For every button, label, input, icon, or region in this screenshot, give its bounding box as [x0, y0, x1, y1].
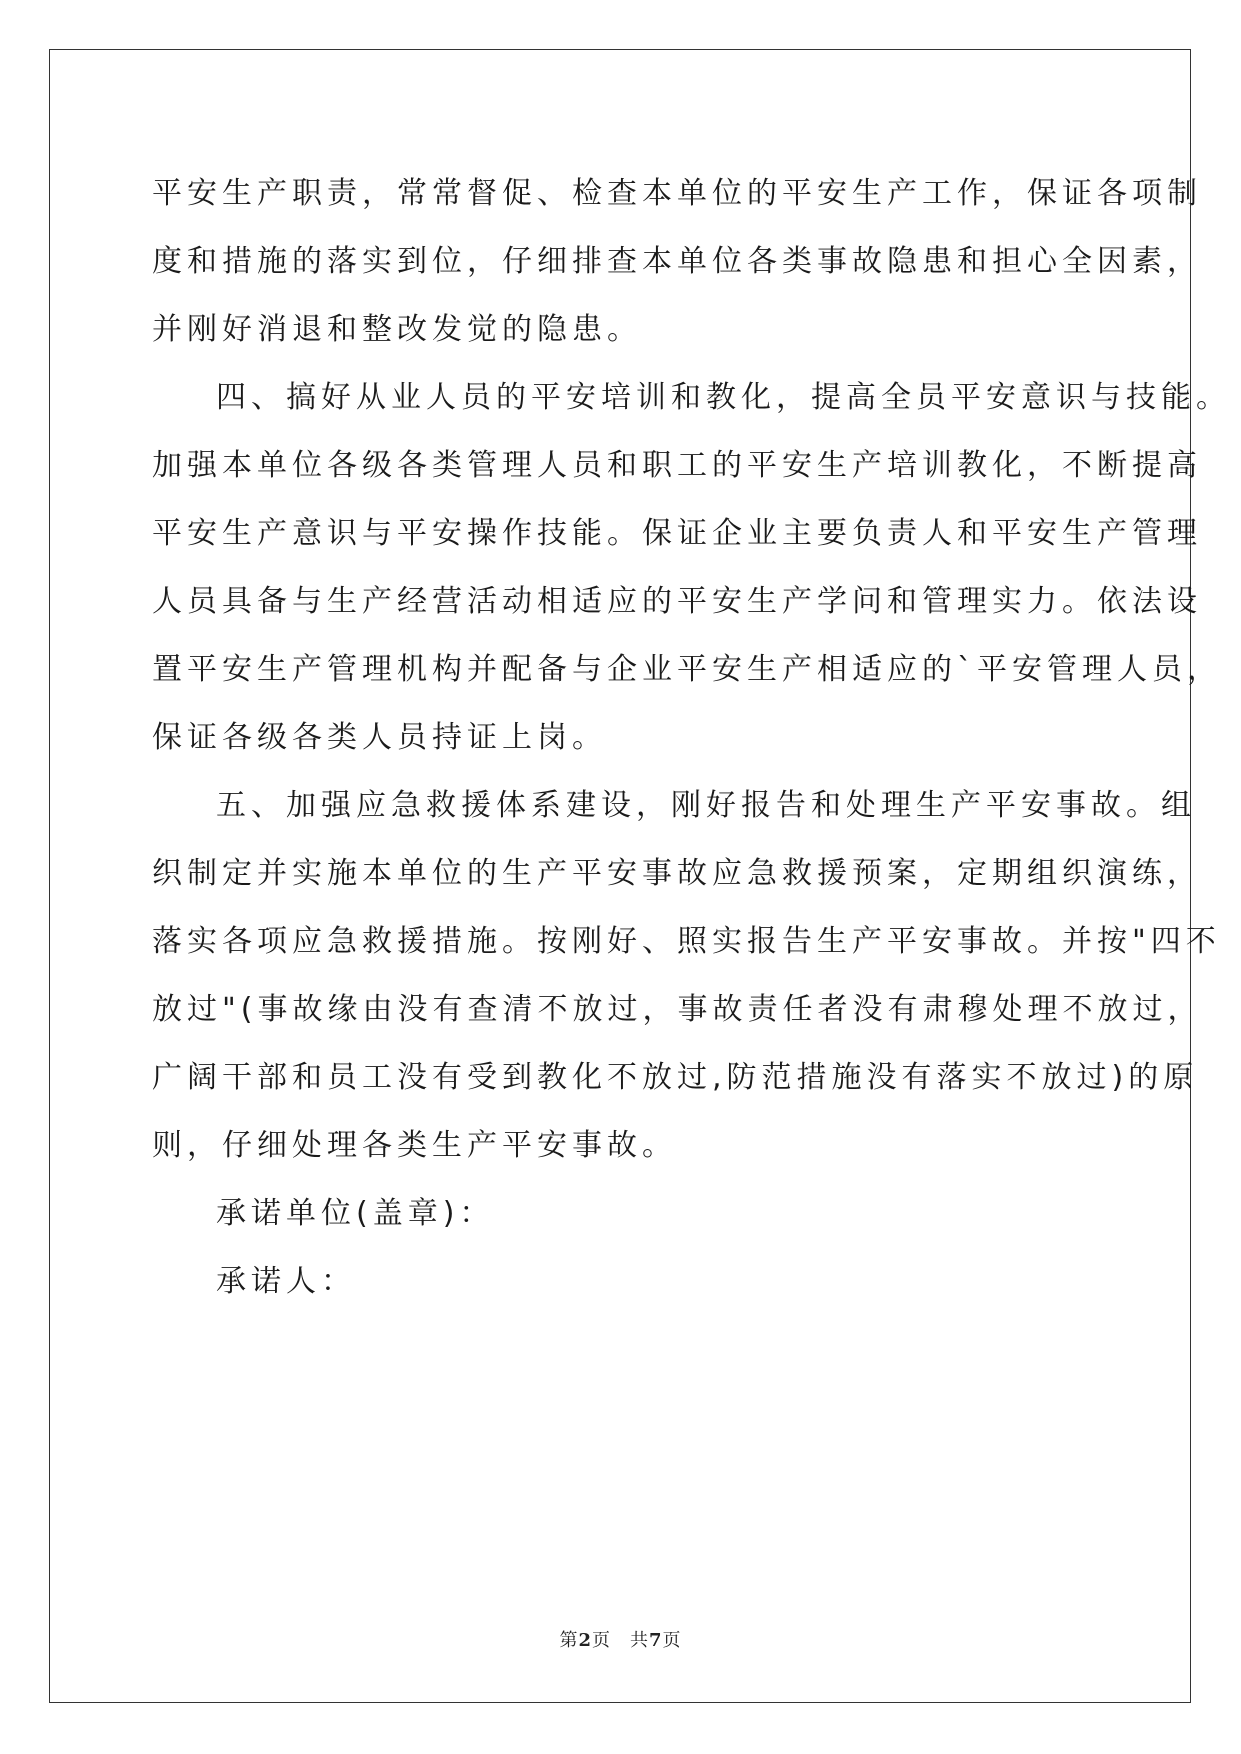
total-page-count: 7: [649, 1630, 663, 1651]
body-line: 人员具备与生产经营活动相适应的平安生产学问和管理实力。依法设: [152, 584, 1202, 619]
signature-unit-label: 承诺单位(盖章)：: [216, 1196, 495, 1231]
body-line: 放过"(事故缘由没有查清不放过，事故责任者没有肃穆处理不放过，: [152, 992, 1203, 1027]
body-line: 并刚好消退和整改发觉的隐患。: [152, 312, 642, 347]
signature-person-label: 承诺人：: [216, 1264, 356, 1299]
footer-prefix: 第: [559, 1630, 579, 1651]
body-line: 平安生产职责，常常督促、检查本单位的平安生产工作，保证各项制: [152, 176, 1202, 211]
body-line: 广阔干部和员工没有受到教化不放过,防范措施没有落实不放过)的原: [152, 1060, 1199, 1095]
body-line: 置平安生产管理机构并配备与企业平安生产相适应的`平安管理人员，: [152, 652, 1222, 687]
section-five-heading-line: 五、加强应急救援体系建设，刚好报告和处理生产平安事故。组: [216, 788, 1196, 823]
body-line: 则，仔细处理各类生产平安事故。: [152, 1128, 677, 1163]
footer-suffix: 页: [662, 1630, 682, 1651]
current-page-number: 2: [578, 1630, 592, 1651]
body-line: 落实各项应急救援措施。按刚好、照实报告生产平安事故。并按"四不: [152, 924, 1221, 959]
section-four-heading-line: 四、搞好从业人员的平安培训和教化，提高全员平安意识与技能。: [216, 380, 1231, 415]
body-line: 度和措施的落实到位，仔细排查本单位各类事故隐患和担心全因素，: [152, 244, 1202, 279]
body-line: 平安生产意识与平安操作技能。保证企业主要负责人和平安生产管理: [152, 516, 1202, 551]
body-line: 织制定并实施本单位的生产平安事故应急救援预案，定期组织演练，: [152, 856, 1202, 891]
body-line: 保证各级各类人员持证上岗。: [152, 720, 607, 755]
body-line: 加强本单位各级各类管理人员和职工的平安生产培训教化，不断提高: [152, 448, 1202, 483]
document-body: [152, 160, 1231, 1316]
footer-middle: 页 共: [592, 1630, 649, 1651]
page-number-footer: [0, 1626, 1241, 1652]
